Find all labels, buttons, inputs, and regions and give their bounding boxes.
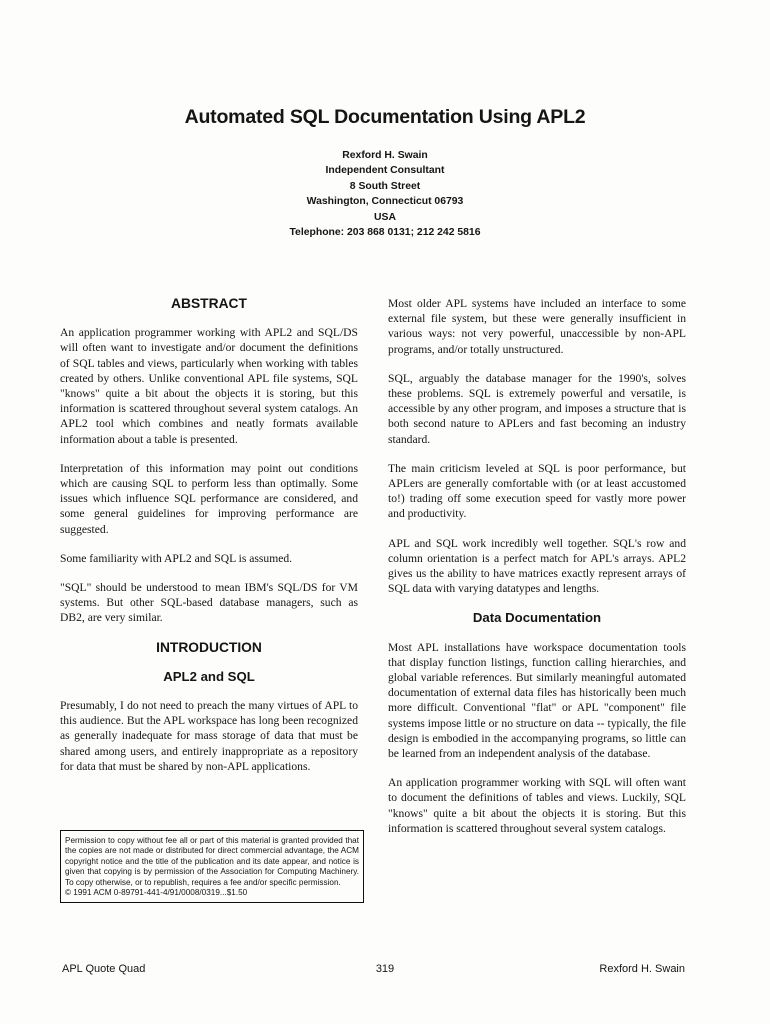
permission-text: Permission to copy without fee all or part of this material is granted provided that the copies are not made or distributed for direct commercial advantage, the ACM copyright notice and the title of the publication and its date appear, and notice is given that copying is by permission of the Association for Computing Machinery. To copy otherwise, or to republish, requires a fee and/or specific permission.	[65, 836, 359, 887]
abstract-paragraph: "SQL" should be understood to mean IBM's SQL/DS for VM systems. But other SQL-based database managers, such as DB2, are very similar.	[60, 581, 358, 625]
body-paragraph: APL and SQL work incredibly well together. SQL's row and column orientation is a perfect match for APL's arrays. APL2 gives us the ability to have matrices exactly represent arrays of SQL data with varying datatypes and lengths.	[388, 536, 686, 596]
paper-title: Automated SQL Documentation Using APL2	[184, 106, 586, 128]
footer-author: Rexford H. Swain	[599, 963, 685, 975]
data-documentation-heading: Data Documentation	[472, 610, 602, 626]
author-name: Rexford H. Swain	[342, 150, 428, 161]
introduction-paragraph: Presumably, I do not need to preach the many virtues of APL to this audience. But the APL workspace has long been recognized as generally inadequate for mass storage of data that must be shared among users, and entirely inappropriate as a repository for data that must be shared by non-APL applications.	[60, 699, 358, 773]
abstract-heading: ABSTRACT	[171, 296, 247, 311]
body-paragraph: Most older APL systems have included an interface to some external file system, but these were generally insufficient in various ways: not very powerful, unaccessible by non-APL programs, and/or totally unstructured.	[388, 297, 686, 356]
author-affiliation: Independent Consultant	[325, 165, 445, 177]
author-telephone: Telephone: 203 868 0131; 212 242 5816	[289, 227, 481, 239]
copyright-line: © 1991 ACM 0-89791-441-4/91/0008/0319...$1.50	[65, 888, 248, 898]
body-paragraph: Most APL installations have workspace documentation tools that display function listings, function calling hierarchies, and global variable references. But similarly meaningful automated documentation of external data files has historically been much more difficult. Conventional "flat" or APL "component" file systems impose little or no structure on data -- typically, the file design is embodied in the accompanying programs, so little can be learned from an independent analysis of the database.	[388, 640, 686, 761]
footer-page-number: 319	[375, 963, 395, 975]
body-paragraph: SQL, arguably the database manager for the 1990's, solves these problems. SQL is extremely powerful and versatile, is accessible by any other program, and imposes a structure that is both second nature to APLers and fast becoming an industry standard.	[388, 371, 686, 446]
author-block	[0, 148, 770, 240]
abstract-paragraph: Interpretation of this information may point out conditions which are causing SQL to perform less than optimally. Some issues which influence SQL performance are considered, and some general guidelines for improving performance are suggested.	[60, 461, 358, 536]
author-country: USA	[374, 211, 396, 223]
abstract-paragraph: An application programmer working with APL2 and SQL/DS will often want to investigate and/or document the definitions of SQL tables and views, particularly when working with tables created by others. Unlike conventional APL file systems, SQL "knows" quite a bit about the objects it is storing, but this information is scattered throughout several system catalogs. An APL2 tool which combines and neatly formats available information about a table is presented.	[60, 326, 358, 446]
body-paragraph: An application programmer working with SQL will often want to document the definitions of tables and views. Luckily, SQL "knows" quite a bit about the objects it is storing. But this information is scattered throughout several system catalogs.	[388, 776, 686, 835]
permission-notice	[60, 830, 364, 903]
footer-journal: APL Quote Quad	[62, 963, 146, 975]
apl2-sql-subheading: APL2 and SQL	[163, 668, 255, 684]
author-street: 8 South Street	[349, 180, 421, 192]
abstract-paragraph: Some familiarity with APL2 and SQL is assumed.	[60, 551, 293, 565]
body-paragraph: The main criticism leveled at SQL is poor performance, but APLers are generally comfortable with (or at least accustomed to!) trading off some execution speed for vastly more power and productivity.	[388, 461, 686, 521]
introduction-heading: INTRODUCTION	[156, 639, 262, 655]
right-column	[388, 296, 686, 850]
left-column	[60, 296, 358, 788]
author-city: Washington, Connecticut 06793	[306, 196, 464, 208]
